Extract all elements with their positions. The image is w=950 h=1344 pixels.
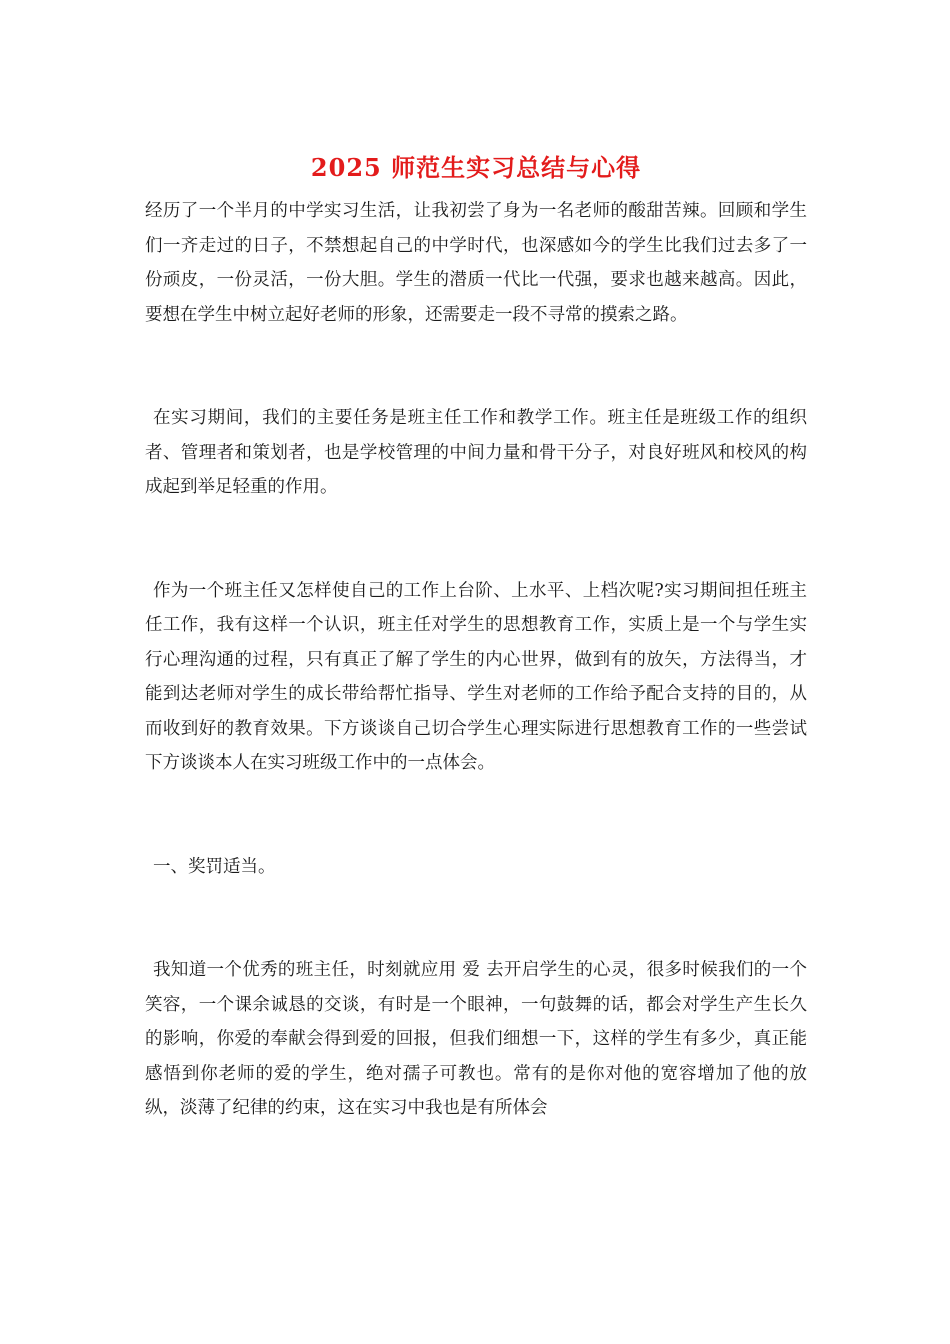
paragraph-gap bbox=[145, 884, 807, 953]
section-heading-rewards: 一、奖罚适当。 bbox=[153, 856, 276, 877]
paragraph-gap bbox=[145, 505, 807, 574]
paragraph-gap bbox=[145, 781, 807, 850]
paragraph-internship-tasks: 在实习期间，我们的主要任务是班主任工作和教学工作。班主任是班级工作的组织者、管理者和策划者，也是学校管理的中间力量和骨干分子，对良好班风和校风的构成起到举足轻重的作用。 bbox=[145, 408, 807, 497]
document-page bbox=[145, 150, 807, 1126]
paragraph-love: 我知道一个优秀的班主任，时刻就应用 爱 去开启学生的心灵，很多时候我们的一个笑容，一个课余诚恳的交谈，有时是一个眼神，一句鼓舞的话，都会对学生产生长久的影响，你爱的奉献会得到爱的回报，但我们细想一下，这样的学生有多少，真正能感悟到你老师的爱的学生，绝对孺子可教也。常有的是你对他的宽容增加了他的放纵，淡薄了纪律的约束，这在实习中我也是有所体会 bbox=[145, 960, 807, 1118]
paragraph-gap bbox=[145, 332, 807, 401]
document-title: 2025 师范生实习总结与心得 bbox=[310, 153, 642, 182]
paragraph-head-teacher: 作为一个班主任又怎样使自己的工作上台阶、上水平、上档次呢?实习期间担任班主任工作，我有这样一个认识，班主任对学生的思想教育工作，实质上是一个与学生实行心理沟通的过程，只有真正了解了学生的内心世界，做到有的放矢，方法得当，才能到达老师对学生的成长带给帮忙指导、学生对老师的工作给予配合支持的目的，从而收到好的教育效果。下方谈谈自己切合学生心理实际进行思想教育工作的一些尝试下方谈谈本人在实习班级工作中的一点体会。 bbox=[145, 580, 807, 773]
paragraph-intro: 经历了一个半月的中学实习生活，让我初尝了身为一名老师的酸甜苦辣。回顾和学生们一齐走过的日子，不禁想起自己的中学时代，也深感如今的学生比我们过去多了一份顽皮，一份灵活，一份大胆。学生的潜质一代比一代强，要求也越来越高。因此，要想在学生中树立起好老师的形象，还需要走一段不寻常的摸索之路。 bbox=[145, 201, 807, 325]
